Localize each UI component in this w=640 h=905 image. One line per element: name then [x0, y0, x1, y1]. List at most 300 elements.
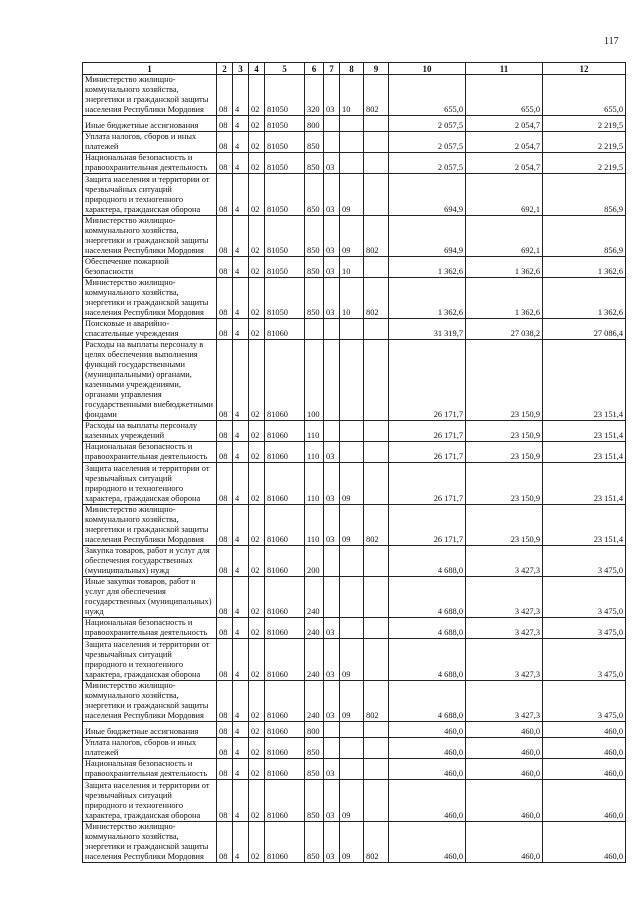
section-code-cell: 4 — [233, 442, 249, 463]
subdivision-code-cell: 09 — [340, 505, 364, 546]
section-code-cell: 4 — [233, 681, 249, 722]
subsection-code-cell: 02 — [249, 132, 265, 153]
subsection-code-cell: 02 — [249, 780, 265, 822]
amount-year-2-cell: 2 054,7 — [466, 116, 543, 132]
target-code-cell: 81060 — [265, 738, 305, 759]
admin-code-cell — [364, 618, 389, 639]
admin-code-cell: 802 — [364, 75, 389, 116]
ministry-code-cell: 08 — [217, 577, 233, 618]
table-row — [83, 216, 626, 257]
subdivision-code-cell — [340, 421, 364, 442]
division-code-cell — [324, 577, 340, 618]
table-row — [83, 340, 626, 421]
admin-code-cell — [364, 442, 389, 463]
expense-type-cell: 850 — [305, 132, 324, 153]
table-row — [83, 463, 626, 505]
admin-code-cell — [364, 546, 389, 577]
subsection-code-cell: 02 — [249, 822, 265, 863]
amount-year-1-cell: 1 362,6 — [389, 257, 466, 278]
target-code-cell: 81050 — [265, 116, 305, 132]
column-header: 3 — [233, 63, 249, 75]
table-row — [83, 618, 626, 639]
section-code-cell: 4 — [233, 618, 249, 639]
column-header: 8 — [340, 63, 364, 75]
ministry-code-cell: 08 — [217, 738, 233, 759]
expense-type-cell: 110 — [305, 421, 324, 442]
target-code-cell: 81050 — [265, 278, 305, 319]
column-header: 11 — [466, 63, 543, 75]
division-code-cell: 03 — [324, 153, 340, 174]
section-code-cell: 4 — [233, 257, 249, 278]
admin-code-cell — [364, 759, 389, 780]
section-code-cell: 4 — [233, 505, 249, 546]
table-row — [83, 442, 626, 463]
table-row — [83, 546, 626, 577]
table-row — [83, 505, 626, 546]
amount-year-3-cell: 856,9 — [543, 174, 626, 216]
division-code-cell: 03 — [324, 257, 340, 278]
ministry-code-cell: 08 — [217, 639, 233, 681]
amount-year-1-cell: 26 171,7 — [389, 442, 466, 463]
subdivision-code-cell: 09 — [340, 639, 364, 681]
division-code-cell: 03 — [324, 463, 340, 505]
item-name-cell: Расходы на выплаты персоналу в целях обеспечения выполнения функций государственными (муниципальными) органами, казенными учреждениями, органами управления государственными внебюджетными фондами — [83, 340, 217, 421]
section-code-cell: 4 — [233, 780, 249, 822]
subsection-code-cell: 02 — [249, 75, 265, 116]
amount-year-2-cell: 27 038,2 — [466, 319, 543, 340]
admin-code-cell — [364, 257, 389, 278]
amount-year-3-cell: 23 151,4 — [543, 463, 626, 505]
item-name-cell: Министерство жилищно-коммунального хозяйства, энергетики и гражданской защиты населения Республики Мордовия — [83, 278, 217, 319]
table-row — [83, 75, 626, 116]
amount-year-1-cell: 4 688,0 — [389, 546, 466, 577]
expense-type-cell: 240 — [305, 639, 324, 681]
target-code-cell: 81060 — [265, 421, 305, 442]
admin-code-cell — [364, 639, 389, 681]
subsection-code-cell: 02 — [249, 681, 265, 722]
table-row — [83, 174, 626, 216]
section-code-cell: 4 — [233, 738, 249, 759]
section-code-cell: 4 — [233, 278, 249, 319]
table-row — [83, 278, 626, 319]
amount-year-2-cell: 655,0 — [466, 75, 543, 116]
amount-year-1-cell: 2 057,5 — [389, 153, 466, 174]
amount-year-3-cell: 23 151,4 — [543, 340, 626, 421]
target-code-cell: 81060 — [265, 780, 305, 822]
column-header: 6 — [305, 63, 324, 75]
table-row — [83, 421, 626, 442]
subdivision-code-cell — [340, 738, 364, 759]
column-header: 1 — [83, 63, 217, 75]
target-code-cell: 81060 — [265, 759, 305, 780]
admin-code-cell — [364, 780, 389, 822]
admin-code-cell: 802 — [364, 216, 389, 257]
ministry-code-cell: 08 — [217, 174, 233, 216]
subsection-code-cell: 02 — [249, 340, 265, 421]
amount-year-3-cell: 460,0 — [543, 780, 626, 822]
admin-code-cell — [364, 738, 389, 759]
target-code-cell: 81060 — [265, 442, 305, 463]
amount-year-3-cell: 460,0 — [543, 722, 626, 738]
table-row — [83, 116, 626, 132]
subdivision-code-cell — [340, 340, 364, 421]
subsection-code-cell: 02 — [249, 153, 265, 174]
section-code-cell: 4 — [233, 822, 249, 863]
item-name-cell: Иные бюджетные ассигнования — [83, 116, 217, 132]
division-code-cell — [324, 546, 340, 577]
admin-code-cell: 802 — [364, 822, 389, 863]
ministry-code-cell: 08 — [217, 421, 233, 442]
item-name-cell: Закупка товаров, работ и услуг для обеспечения государственных (муниципальных) нужд — [83, 546, 217, 577]
expense-type-cell: 240 — [305, 618, 324, 639]
amount-year-2-cell: 3 427,3 — [466, 639, 543, 681]
admin-code-cell — [364, 174, 389, 216]
expense-type-cell: 850 — [305, 174, 324, 216]
subdivision-code-cell: 09 — [340, 174, 364, 216]
amount-year-1-cell: 460,0 — [389, 822, 466, 863]
item-name-cell: Национальная безопасность и правоохранительная деятельность — [83, 759, 217, 780]
ministry-code-cell: 08 — [217, 116, 233, 132]
item-name-cell: Национальная безопасность и правоохранительная деятельность — [83, 618, 217, 639]
section-code-cell: 4 — [233, 421, 249, 442]
table-row — [83, 319, 626, 340]
table-body — [83, 75, 626, 863]
division-code-cell: 03 — [324, 505, 340, 546]
subdivision-code-cell — [340, 759, 364, 780]
expense-type-cell: 800 — [305, 722, 324, 738]
amount-year-3-cell: 2 219,5 — [543, 153, 626, 174]
table-row — [83, 738, 626, 759]
section-code-cell: 4 — [233, 116, 249, 132]
ministry-code-cell: 08 — [217, 153, 233, 174]
item-name-cell: Национальная безопасность и правоохранительная деятельность — [83, 442, 217, 463]
item-name-cell: Министерство жилищно-коммунального хозяйства, энергетики и гражданской защиты населения Республики Мордовия — [83, 75, 217, 116]
item-name-cell: Защита населения и территории от чрезвычайных ситуаций природного и техногенного характера, гражданская оборона — [83, 463, 217, 505]
subdivision-code-cell — [340, 319, 364, 340]
amount-year-1-cell: 460,0 — [389, 738, 466, 759]
amount-year-2-cell: 460,0 — [466, 759, 543, 780]
admin-code-cell — [364, 340, 389, 421]
division-code-cell: 03 — [324, 174, 340, 216]
ministry-code-cell: 08 — [217, 463, 233, 505]
table-row — [83, 257, 626, 278]
amount-year-2-cell: 23 150,9 — [466, 340, 543, 421]
table-row — [83, 639, 626, 681]
amount-year-1-cell: 31 319,7 — [389, 319, 466, 340]
amount-year-2-cell: 3 427,3 — [466, 577, 543, 618]
division-code-cell: 03 — [324, 618, 340, 639]
amount-year-1-cell: 655,0 — [389, 75, 466, 116]
subdivision-code-cell — [340, 618, 364, 639]
column-header: 5 — [265, 63, 305, 75]
division-code-cell: 03 — [324, 278, 340, 319]
amount-year-3-cell: 2 219,5 — [543, 132, 626, 153]
table-row — [83, 780, 626, 822]
division-code-cell — [324, 738, 340, 759]
ministry-code-cell: 08 — [217, 319, 233, 340]
amount-year-3-cell: 23 151,4 — [543, 421, 626, 442]
item-name-cell: Обеспечение пожарной безопасности — [83, 257, 217, 278]
section-code-cell: 4 — [233, 463, 249, 505]
amount-year-2-cell: 460,0 — [466, 780, 543, 822]
item-name-cell: Министерство жилищно-коммунального хозяйства, энергетики и гражданской защиты населения Республики Мордовия — [83, 681, 217, 722]
expense-type-cell: 200 — [305, 546, 324, 577]
table-row — [83, 132, 626, 153]
amount-year-3-cell: 460,0 — [543, 759, 626, 780]
table-row — [83, 153, 626, 174]
item-name-cell: Уплата налогов, сборов и иных платежей — [83, 738, 217, 759]
division-code-cell: 03 — [324, 759, 340, 780]
expense-type-cell: 110 — [305, 463, 324, 505]
division-code-cell: 03 — [324, 822, 340, 863]
ministry-code-cell: 08 — [217, 505, 233, 546]
table-header-row — [83, 63, 626, 75]
ministry-code-cell: 08 — [217, 822, 233, 863]
amount-year-2-cell: 23 150,9 — [466, 463, 543, 505]
column-header: 4 — [249, 63, 265, 75]
ministry-code-cell: 08 — [217, 722, 233, 738]
subdivision-code-cell — [340, 722, 364, 738]
expense-type-cell: 850 — [305, 278, 324, 319]
item-name-cell: Уплата налогов, сборов и иных платежей — [83, 132, 217, 153]
target-code-cell: 81050 — [265, 153, 305, 174]
target-code-cell: 81050 — [265, 75, 305, 116]
expense-type-cell: 110 — [305, 505, 324, 546]
division-code-cell: 03 — [324, 442, 340, 463]
expense-type-cell: 240 — [305, 577, 324, 618]
amount-year-3-cell: 23 151,4 — [543, 442, 626, 463]
target-code-cell: 81060 — [265, 618, 305, 639]
subdivision-code-cell: 09 — [340, 822, 364, 863]
admin-code-cell — [364, 577, 389, 618]
expense-type-cell: 800 — [305, 116, 324, 132]
amount-year-2-cell: 460,0 — [466, 822, 543, 863]
target-code-cell: 81060 — [265, 822, 305, 863]
division-code-cell — [324, 421, 340, 442]
subdivision-code-cell — [340, 577, 364, 618]
item-name-cell: Национальная безопасность и правоохранительная деятельность — [83, 153, 217, 174]
amount-year-1-cell: 4 688,0 — [389, 681, 466, 722]
amount-year-2-cell: 1 362,6 — [466, 278, 543, 319]
ministry-code-cell: 08 — [217, 216, 233, 257]
ministry-code-cell: 08 — [217, 780, 233, 822]
expense-type-cell: 100 — [305, 340, 324, 421]
item-name-cell: Иные бюджетные ассигнования — [83, 722, 217, 738]
section-code-cell: 4 — [233, 759, 249, 780]
subsection-code-cell: 02 — [249, 278, 265, 319]
table-row — [83, 722, 626, 738]
column-header: 2 — [217, 63, 233, 75]
amount-year-1-cell: 26 171,7 — [389, 340, 466, 421]
expense-type-cell: 850 — [305, 153, 324, 174]
expense-type-cell — [305, 319, 324, 340]
division-code-cell — [324, 722, 340, 738]
amount-year-1-cell: 2 057,5 — [389, 116, 466, 132]
target-code-cell: 81060 — [265, 463, 305, 505]
amount-year-3-cell: 2 219,5 — [543, 116, 626, 132]
table-row — [83, 822, 626, 863]
section-code-cell: 4 — [233, 577, 249, 618]
expense-type-cell: 240 — [305, 681, 324, 722]
division-code-cell — [324, 319, 340, 340]
target-code-cell: 81060 — [265, 546, 305, 577]
section-code-cell: 4 — [233, 216, 249, 257]
subsection-code-cell: 02 — [249, 618, 265, 639]
amount-year-2-cell: 692,1 — [466, 216, 543, 257]
subdivision-code-cell: 09 — [340, 780, 364, 822]
item-name-cell: Иные закупки товаров, работ и услуг для обеспечения государственных (муниципальных) нужд — [83, 577, 217, 618]
amount-year-1-cell: 694,9 — [389, 216, 466, 257]
amount-year-1-cell: 4 688,0 — [389, 639, 466, 681]
admin-code-cell — [364, 463, 389, 505]
amount-year-2-cell: 692,1 — [466, 174, 543, 216]
item-name-cell: Защита населения и территории от чрезвычайных ситуаций природного и техногенного характера, гражданская оборона — [83, 174, 217, 216]
subsection-code-cell: 02 — [249, 174, 265, 216]
division-code-cell — [324, 132, 340, 153]
item-name-cell: Министерство жилищно-коммунального хозяйства, энергетики и гражданской защиты населения Республики Мордовия — [83, 216, 217, 257]
admin-code-cell: 802 — [364, 505, 389, 546]
expense-type-cell: 850 — [305, 759, 324, 780]
amount-year-2-cell: 23 150,9 — [466, 442, 543, 463]
amount-year-3-cell: 460,0 — [543, 822, 626, 863]
amount-year-2-cell: 460,0 — [466, 722, 543, 738]
column-header: 7 — [324, 63, 340, 75]
amount-year-3-cell: 3 475,0 — [543, 681, 626, 722]
target-code-cell: 81060 — [265, 319, 305, 340]
item-name-cell: Министерство жилищно-коммунального хозяйства, энергетики и гражданской защиты населения Республики Мордовия — [83, 505, 217, 546]
amount-year-3-cell: 1 362,6 — [543, 278, 626, 319]
amount-year-2-cell: 3 427,3 — [466, 681, 543, 722]
subsection-code-cell: 02 — [249, 577, 265, 618]
amount-year-2-cell: 460,0 — [466, 738, 543, 759]
subdivision-code-cell: 10 — [340, 257, 364, 278]
admin-code-cell — [364, 116, 389, 132]
section-code-cell: 4 — [233, 132, 249, 153]
amount-year-1-cell: 26 171,7 — [389, 463, 466, 505]
amount-year-1-cell: 1 362,6 — [389, 278, 466, 319]
amount-year-2-cell: 1 362,6 — [466, 257, 543, 278]
admin-code-cell: 802 — [364, 681, 389, 722]
table-row — [83, 577, 626, 618]
section-code-cell: 4 — [233, 153, 249, 174]
subdivision-code-cell — [340, 116, 364, 132]
amount-year-2-cell: 3 427,3 — [466, 546, 543, 577]
subsection-code-cell: 02 — [249, 421, 265, 442]
page-number: 117 — [604, 36, 619, 47]
amount-year-1-cell: 460,0 — [389, 759, 466, 780]
ministry-code-cell: 08 — [217, 340, 233, 421]
expense-type-cell: 850 — [305, 216, 324, 257]
section-code-cell: 4 — [233, 75, 249, 116]
subdivision-code-cell — [340, 132, 364, 153]
division-code-cell — [324, 340, 340, 421]
subsection-code-cell: 02 — [249, 216, 265, 257]
subdivision-code-cell: 09 — [340, 463, 364, 505]
admin-code-cell — [364, 421, 389, 442]
expense-type-cell: 850 — [305, 738, 324, 759]
amount-year-3-cell: 3 475,0 — [543, 639, 626, 681]
admin-code-cell — [364, 153, 389, 174]
amount-year-2-cell: 2 054,7 — [466, 153, 543, 174]
section-code-cell: 4 — [233, 340, 249, 421]
target-code-cell: 81050 — [265, 257, 305, 278]
division-code-cell: 03 — [324, 216, 340, 257]
amount-year-1-cell: 460,0 — [389, 780, 466, 822]
target-code-cell: 81060 — [265, 639, 305, 681]
amount-year-3-cell: 27 086,4 — [543, 319, 626, 340]
subsection-code-cell: 02 — [249, 463, 265, 505]
target-code-cell: 81060 — [265, 340, 305, 421]
amount-year-1-cell: 4 688,0 — [389, 618, 466, 639]
subsection-code-cell: 02 — [249, 116, 265, 132]
target-code-cell: 81060 — [265, 722, 305, 738]
division-code-cell: 03 — [324, 681, 340, 722]
amount-year-3-cell: 655,0 — [543, 75, 626, 116]
ministry-code-cell: 08 — [217, 257, 233, 278]
subsection-code-cell: 02 — [249, 759, 265, 780]
item-name-cell: Поисковые и аварийно-спасательные учреждения — [83, 319, 217, 340]
subsection-code-cell: 02 — [249, 546, 265, 577]
column-header: 12 — [543, 63, 626, 75]
subsection-code-cell: 02 — [249, 505, 265, 546]
amount-year-2-cell: 23 150,9 — [466, 505, 543, 546]
expense-type-cell: 110 — [305, 442, 324, 463]
item-name-cell: Защита населения и территории от чрезвычайных ситуаций природного и техногенного характера, гражданская оборона — [83, 780, 217, 822]
amount-year-1-cell: 26 171,7 — [389, 505, 466, 546]
amount-year-3-cell: 3 475,0 — [543, 546, 626, 577]
item-name-cell: Министерство жилищно-коммунального хозяйства, энергетики и гражданской защиты населения Республики Мордовия — [83, 822, 217, 863]
division-code-cell: 03 — [324, 75, 340, 116]
table-row — [83, 681, 626, 722]
amount-year-3-cell: 1 362,6 — [543, 257, 626, 278]
subdivision-code-cell: 10 — [340, 75, 364, 116]
ministry-code-cell: 08 — [217, 132, 233, 153]
item-name-cell: Защита населения и территории от чрезвычайных ситуаций природного и техногенного характера, гражданская оборона — [83, 639, 217, 681]
subsection-code-cell: 02 — [249, 722, 265, 738]
ministry-code-cell: 08 — [217, 618, 233, 639]
subdivision-code-cell: 09 — [340, 216, 364, 257]
admin-code-cell — [364, 132, 389, 153]
admin-code-cell — [364, 722, 389, 738]
amount-year-1-cell: 2 057,5 — [389, 132, 466, 153]
section-code-cell: 4 — [233, 546, 249, 577]
target-code-cell: 81060 — [265, 681, 305, 722]
section-code-cell: 4 — [233, 639, 249, 681]
section-code-cell: 4 — [233, 722, 249, 738]
section-code-cell: 4 — [233, 174, 249, 216]
subsection-code-cell: 02 — [249, 442, 265, 463]
amount-year-2-cell: 3 427,3 — [466, 618, 543, 639]
amount-year-1-cell: 460,0 — [389, 722, 466, 738]
subsection-code-cell: 02 — [249, 738, 265, 759]
expense-type-cell: 850 — [305, 822, 324, 863]
subdivision-code-cell: 10 — [340, 278, 364, 319]
expense-type-cell: 850 — [305, 257, 324, 278]
ministry-code-cell: 08 — [217, 759, 233, 780]
subdivision-code-cell: 09 — [340, 681, 364, 722]
budget-table — [82, 62, 626, 863]
expense-type-cell: 850 — [305, 780, 324, 822]
ministry-code-cell: 08 — [217, 278, 233, 319]
subsection-code-cell: 02 — [249, 639, 265, 681]
division-code-cell — [324, 116, 340, 132]
target-code-cell: 81050 — [265, 216, 305, 257]
subdivision-code-cell — [340, 153, 364, 174]
amount-year-1-cell: 26 171,7 — [389, 421, 466, 442]
division-code-cell: 03 — [324, 639, 340, 681]
amount-year-1-cell: 4 688,0 — [389, 577, 466, 618]
amount-year-3-cell: 460,0 — [543, 738, 626, 759]
